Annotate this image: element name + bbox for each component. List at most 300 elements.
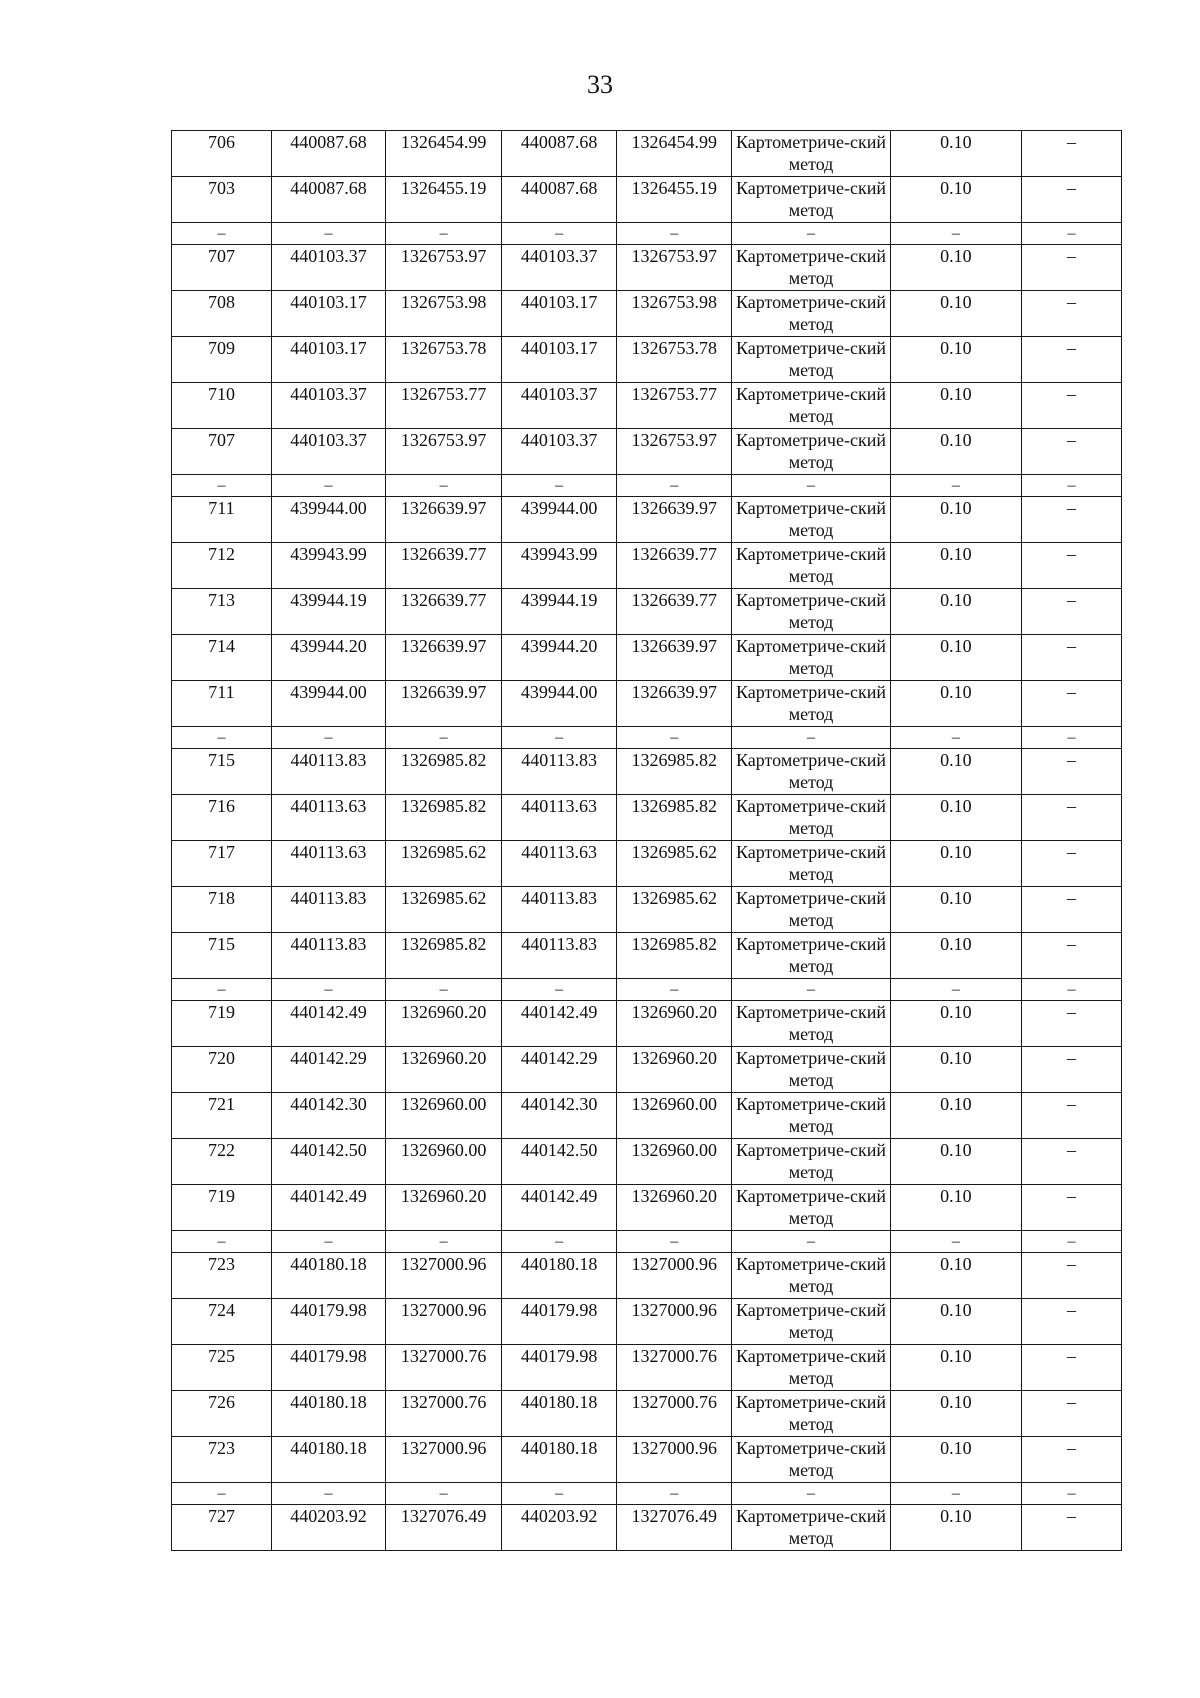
y-new-cell: 1326960.20: [617, 1047, 732, 1093]
y-existing-cell: 1326753.78: [386, 337, 502, 383]
table-row: [172, 543, 1122, 589]
method-cell: Картометриче-ский метод: [732, 245, 891, 291]
separator-cell: –: [732, 223, 891, 245]
x-existing-cell: 440142.29: [271, 1047, 385, 1093]
separator-row: [172, 1483, 1122, 1505]
accuracy-cell: 0.10: [890, 749, 1021, 795]
x-new-cell: 440087.68: [502, 177, 617, 223]
table-body: [172, 131, 1122, 1551]
separator-cell: –: [172, 475, 272, 497]
table-row: [172, 1253, 1122, 1299]
x-existing-cell: 440103.17: [271, 337, 385, 383]
y-existing-cell: 1326639.77: [386, 589, 502, 635]
x-existing-cell: 439943.99: [271, 543, 385, 589]
y-new-cell: 1326985.82: [617, 933, 732, 979]
separator-cell: –: [172, 727, 272, 749]
y-existing-cell: 1327000.96: [386, 1299, 502, 1345]
method-cell: Картометриче-ский метод: [732, 841, 891, 887]
separator-row: [172, 979, 1122, 1001]
y-existing-cell: 1326639.97: [386, 681, 502, 727]
y-existing-cell: 1326753.97: [386, 245, 502, 291]
y-new-cell: 1326960.00: [617, 1139, 732, 1185]
separator-cell: –: [732, 475, 891, 497]
table-row: [172, 1391, 1122, 1437]
description-cell: –: [1022, 1001, 1122, 1047]
accuracy-cell: 0.10: [890, 933, 1021, 979]
separator-cell: –: [732, 1231, 891, 1253]
separator-cell: –: [271, 727, 385, 749]
x-new-cell: 440113.63: [502, 795, 617, 841]
x-new-cell: 440113.83: [502, 749, 617, 795]
separator-cell: –: [502, 1483, 617, 1505]
point-number-cell: 726: [172, 1391, 272, 1437]
y-existing-cell: 1327000.76: [386, 1391, 502, 1437]
accuracy-cell: 0.10: [890, 1391, 1021, 1437]
y-new-cell: 1327000.96: [617, 1299, 732, 1345]
accuracy-cell: 0.10: [890, 337, 1021, 383]
point-number-cell: 723: [172, 1253, 272, 1299]
point-number-cell: 707: [172, 245, 272, 291]
y-new-cell: 1326639.77: [617, 589, 732, 635]
y-existing-cell: 1326455.19: [386, 177, 502, 223]
accuracy-cell: 0.10: [890, 1093, 1021, 1139]
table-row: [172, 383, 1122, 429]
y-new-cell: 1326639.97: [617, 635, 732, 681]
separator-cell: –: [172, 1231, 272, 1253]
y-new-cell: 1326985.62: [617, 887, 732, 933]
x-new-cell: 440103.37: [502, 245, 617, 291]
separator-cell: –: [172, 223, 272, 245]
method-cell: Картометриче-ский метод: [732, 543, 891, 589]
y-new-cell: 1327000.96: [617, 1253, 732, 1299]
point-number-cell: 706: [172, 131, 272, 177]
method-cell: Картометриче-ский метод: [732, 887, 891, 933]
separator-cell: –: [1022, 1483, 1122, 1505]
table-row: [172, 1185, 1122, 1231]
description-cell: –: [1022, 795, 1122, 841]
x-existing-cell: 439944.19: [271, 589, 385, 635]
y-new-cell: 1326985.62: [617, 841, 732, 887]
table-row: [172, 1437, 1122, 1483]
method-cell: Картометриче-ский метод: [732, 131, 891, 177]
description-cell: –: [1022, 933, 1122, 979]
point-number-cell: 715: [172, 933, 272, 979]
method-cell: Картометриче-ский метод: [732, 1139, 891, 1185]
y-existing-cell: 1327000.76: [386, 1345, 502, 1391]
separator-cell: –: [386, 727, 502, 749]
y-existing-cell: 1326454.99: [386, 131, 502, 177]
table-row: [172, 131, 1122, 177]
x-new-cell: 440103.17: [502, 337, 617, 383]
method-cell: Картометриче-ский метод: [732, 635, 891, 681]
separator-cell: –: [890, 475, 1021, 497]
x-new-cell: 440142.49: [502, 1001, 617, 1047]
table-row: [172, 337, 1122, 383]
x-new-cell: 440180.18: [502, 1253, 617, 1299]
method-cell: Картометриче-ский метод: [732, 1299, 891, 1345]
separator-row: [172, 727, 1122, 749]
x-existing-cell: 440087.68: [271, 131, 385, 177]
coordinates-table: [171, 130, 1122, 1551]
accuracy-cell: 0.10: [890, 589, 1021, 635]
separator-cell: –: [1022, 475, 1122, 497]
table-row: [172, 1001, 1122, 1047]
accuracy-cell: 0.10: [890, 245, 1021, 291]
accuracy-cell: 0.10: [890, 291, 1021, 337]
separator-cell: –: [1022, 727, 1122, 749]
table-row: [172, 1047, 1122, 1093]
y-existing-cell: 1326960.00: [386, 1139, 502, 1185]
method-cell: Картометриче-ский метод: [732, 749, 891, 795]
table-row: [172, 681, 1122, 727]
table-row: [172, 933, 1122, 979]
point-number-cell: 708: [172, 291, 272, 337]
x-existing-cell: 440103.37: [271, 429, 385, 475]
y-new-cell: 1326455.19: [617, 177, 732, 223]
point-number-cell: 717: [172, 841, 272, 887]
accuracy-cell: 0.10: [890, 795, 1021, 841]
y-existing-cell: 1326960.00: [386, 1093, 502, 1139]
separator-cell: –: [617, 1483, 732, 1505]
y-existing-cell: 1326960.20: [386, 1001, 502, 1047]
point-number-cell: 711: [172, 497, 272, 543]
separator-cell: –: [1022, 979, 1122, 1001]
table-row: [172, 841, 1122, 887]
separator-cell: –: [386, 1231, 502, 1253]
method-cell: Картометриче-ский метод: [732, 795, 891, 841]
separator-cell: –: [271, 1483, 385, 1505]
point-number-cell: 712: [172, 543, 272, 589]
separator-cell: –: [386, 223, 502, 245]
table-row: [172, 1139, 1122, 1185]
accuracy-cell: 0.10: [890, 1185, 1021, 1231]
accuracy-cell: 0.10: [890, 1299, 1021, 1345]
method-cell: Картометриче-ский метод: [732, 1253, 891, 1299]
y-new-cell: 1326753.97: [617, 429, 732, 475]
x-new-cell: 440103.17: [502, 291, 617, 337]
description-cell: –: [1022, 841, 1122, 887]
x-existing-cell: 440113.83: [271, 887, 385, 933]
y-new-cell: 1326753.78: [617, 337, 732, 383]
method-cell: Картометриче-ский метод: [732, 429, 891, 475]
separator-cell: –: [271, 979, 385, 1001]
x-new-cell: 440113.83: [502, 887, 617, 933]
method-cell: Картометриче-ский метод: [732, 1391, 891, 1437]
separator-cell: –: [732, 1483, 891, 1505]
description-cell: –: [1022, 749, 1122, 795]
description-cell: –: [1022, 589, 1122, 635]
separator-row: [172, 1231, 1122, 1253]
separator-cell: –: [732, 727, 891, 749]
x-existing-cell: 440103.37: [271, 245, 385, 291]
table-row: [172, 177, 1122, 223]
x-new-cell: 440113.63: [502, 841, 617, 887]
table-row: [172, 291, 1122, 337]
y-existing-cell: 1326985.82: [386, 933, 502, 979]
x-existing-cell: 440087.68: [271, 177, 385, 223]
description-cell: –: [1022, 681, 1122, 727]
description-cell: –: [1022, 245, 1122, 291]
y-new-cell: 1327076.49: [617, 1505, 732, 1551]
accuracy-cell: 0.10: [890, 635, 1021, 681]
separator-row: [172, 223, 1122, 245]
accuracy-cell: 0.10: [890, 543, 1021, 589]
x-new-cell: 440180.18: [502, 1391, 617, 1437]
point-number-cell: 714: [172, 635, 272, 681]
y-existing-cell: 1326985.82: [386, 749, 502, 795]
accuracy-cell: 0.10: [890, 131, 1021, 177]
table-row: [172, 245, 1122, 291]
description-cell: –: [1022, 1345, 1122, 1391]
x-existing-cell: 439944.20: [271, 635, 385, 681]
table-row: [172, 497, 1122, 543]
separator-cell: –: [502, 1231, 617, 1253]
description-cell: –: [1022, 543, 1122, 589]
table-row: [172, 1093, 1122, 1139]
y-existing-cell: 1326960.20: [386, 1185, 502, 1231]
description-cell: –: [1022, 497, 1122, 543]
x-existing-cell: 440142.30: [271, 1093, 385, 1139]
y-new-cell: 1326753.77: [617, 383, 732, 429]
description-cell: –: [1022, 429, 1122, 475]
x-existing-cell: 439944.00: [271, 681, 385, 727]
separator-cell: –: [502, 979, 617, 1001]
method-cell: Картометриче-ский метод: [732, 383, 891, 429]
table-row: [172, 1505, 1122, 1551]
y-new-cell: 1326753.97: [617, 245, 732, 291]
point-number-cell: 716: [172, 795, 272, 841]
accuracy-cell: 0.10: [890, 177, 1021, 223]
separator-cell: –: [617, 223, 732, 245]
method-cell: Картометриче-ский метод: [732, 1437, 891, 1483]
y-existing-cell: 1327076.49: [386, 1505, 502, 1551]
point-number-cell: 722: [172, 1139, 272, 1185]
point-number-cell: 710: [172, 383, 272, 429]
point-number-cell: 721: [172, 1093, 272, 1139]
y-new-cell: 1326985.82: [617, 749, 732, 795]
method-cell: Картометриче-ский метод: [732, 1093, 891, 1139]
point-number-cell: 720: [172, 1047, 272, 1093]
method-cell: Картометриче-ский метод: [732, 291, 891, 337]
description-cell: –: [1022, 1505, 1122, 1551]
x-existing-cell: 440103.17: [271, 291, 385, 337]
y-existing-cell: 1326985.62: [386, 841, 502, 887]
accuracy-cell: 0.10: [890, 841, 1021, 887]
separator-cell: –: [890, 1483, 1021, 1505]
x-existing-cell: 439944.00: [271, 497, 385, 543]
point-number-cell: 723: [172, 1437, 272, 1483]
y-new-cell: 1326960.00: [617, 1093, 732, 1139]
table-row: [172, 635, 1122, 681]
accuracy-cell: 0.10: [890, 887, 1021, 933]
method-cell: Картометриче-ский метод: [732, 1185, 891, 1231]
x-existing-cell: 440113.63: [271, 841, 385, 887]
table-row: [172, 589, 1122, 635]
point-number-cell: 715: [172, 749, 272, 795]
y-new-cell: 1327000.76: [617, 1391, 732, 1437]
method-cell: Картометриче-ский метод: [732, 933, 891, 979]
x-new-cell: 439944.00: [502, 681, 617, 727]
separator-cell: –: [890, 727, 1021, 749]
y-new-cell: 1326753.98: [617, 291, 732, 337]
point-number-cell: 707: [172, 429, 272, 475]
accuracy-cell: 0.10: [890, 1505, 1021, 1551]
accuracy-cell: 0.10: [890, 1001, 1021, 1047]
separator-row: [172, 475, 1122, 497]
x-existing-cell: 440180.18: [271, 1391, 385, 1437]
x-existing-cell: 440142.50: [271, 1139, 385, 1185]
y-new-cell: 1326639.97: [617, 681, 732, 727]
x-existing-cell: 440103.37: [271, 383, 385, 429]
method-cell: Картометриче-ский метод: [732, 589, 891, 635]
separator-cell: –: [386, 1483, 502, 1505]
point-number-cell: 724: [172, 1299, 272, 1345]
table-row: [172, 429, 1122, 475]
accuracy-cell: 0.10: [890, 497, 1021, 543]
y-existing-cell: 1326960.20: [386, 1047, 502, 1093]
x-new-cell: 440087.68: [502, 131, 617, 177]
separator-cell: –: [502, 727, 617, 749]
point-number-cell: 709: [172, 337, 272, 383]
y-new-cell: 1326639.97: [617, 497, 732, 543]
method-cell: Картометриче-ский метод: [732, 1345, 891, 1391]
separator-cell: –: [172, 979, 272, 1001]
accuracy-cell: 0.10: [890, 383, 1021, 429]
x-new-cell: 440103.37: [502, 429, 617, 475]
point-number-cell: 719: [172, 1185, 272, 1231]
y-existing-cell: 1327000.96: [386, 1253, 502, 1299]
separator-cell: –: [172, 1483, 272, 1505]
x-existing-cell: 440179.98: [271, 1345, 385, 1391]
point-number-cell: 703: [172, 177, 272, 223]
separator-cell: –: [617, 1231, 732, 1253]
y-existing-cell: 1326753.97: [386, 429, 502, 475]
description-cell: –: [1022, 383, 1122, 429]
x-new-cell: 440103.37: [502, 383, 617, 429]
description-cell: –: [1022, 1139, 1122, 1185]
accuracy-cell: 0.10: [890, 1139, 1021, 1185]
accuracy-cell: 0.10: [890, 681, 1021, 727]
x-new-cell: 440142.30: [502, 1093, 617, 1139]
accuracy-cell: 0.10: [890, 1345, 1021, 1391]
description-cell: –: [1022, 337, 1122, 383]
y-new-cell: 1327000.76: [617, 1345, 732, 1391]
y-existing-cell: 1327000.96: [386, 1437, 502, 1483]
separator-cell: –: [386, 979, 502, 1001]
separator-cell: –: [890, 223, 1021, 245]
description-cell: –: [1022, 1391, 1122, 1437]
y-existing-cell: 1326753.77: [386, 383, 502, 429]
separator-cell: –: [617, 727, 732, 749]
x-new-cell: 440142.49: [502, 1185, 617, 1231]
x-new-cell: 440180.18: [502, 1437, 617, 1483]
table-row: [172, 1345, 1122, 1391]
x-existing-cell: 440142.49: [271, 1001, 385, 1047]
x-existing-cell: 440203.92: [271, 1505, 385, 1551]
method-cell: Картометриче-ский метод: [732, 1047, 891, 1093]
x-existing-cell: 440180.18: [271, 1437, 385, 1483]
y-new-cell: 1327000.96: [617, 1437, 732, 1483]
table-row: [172, 749, 1122, 795]
description-cell: –: [1022, 1185, 1122, 1231]
y-new-cell: 1326960.20: [617, 1185, 732, 1231]
table-row: [172, 1299, 1122, 1345]
y-new-cell: 1326639.77: [617, 543, 732, 589]
description-cell: –: [1022, 887, 1122, 933]
y-existing-cell: 1326985.62: [386, 887, 502, 933]
separator-cell: –: [732, 979, 891, 1001]
separator-cell: –: [890, 979, 1021, 1001]
x-existing-cell: 440113.63: [271, 795, 385, 841]
point-number-cell: 725: [172, 1345, 272, 1391]
x-existing-cell: 440180.18: [271, 1253, 385, 1299]
accuracy-cell: 0.10: [890, 429, 1021, 475]
method-cell: Картометриче-ский метод: [732, 497, 891, 543]
y-existing-cell: 1326639.77: [386, 543, 502, 589]
y-existing-cell: 1326985.82: [386, 795, 502, 841]
separator-cell: –: [271, 475, 385, 497]
point-number-cell: 713: [172, 589, 272, 635]
point-number-cell: 727: [172, 1505, 272, 1551]
table-row: [172, 887, 1122, 933]
x-new-cell: 440179.98: [502, 1299, 617, 1345]
x-existing-cell: 440113.83: [271, 749, 385, 795]
separator-cell: –: [617, 475, 732, 497]
accuracy-cell: 0.10: [890, 1437, 1021, 1483]
x-existing-cell: 440179.98: [271, 1299, 385, 1345]
method-cell: Картометриче-ский метод: [732, 337, 891, 383]
description-cell: –: [1022, 1047, 1122, 1093]
accuracy-cell: 0.10: [890, 1253, 1021, 1299]
y-existing-cell: 1326639.97: [386, 635, 502, 681]
x-new-cell: 439944.20: [502, 635, 617, 681]
separator-cell: –: [271, 223, 385, 245]
description-cell: –: [1022, 131, 1122, 177]
y-existing-cell: 1326639.97: [386, 497, 502, 543]
point-number-cell: 711: [172, 681, 272, 727]
separator-cell: –: [271, 1231, 385, 1253]
separator-cell: –: [890, 1231, 1021, 1253]
table-row: [172, 795, 1122, 841]
y-new-cell: 1326960.20: [617, 1001, 732, 1047]
y-existing-cell: 1326753.98: [386, 291, 502, 337]
x-new-cell: 440203.92: [502, 1505, 617, 1551]
x-new-cell: 440142.29: [502, 1047, 617, 1093]
separator-cell: –: [502, 223, 617, 245]
x-new-cell: 440142.50: [502, 1139, 617, 1185]
description-cell: –: [1022, 1299, 1122, 1345]
x-new-cell: 439944.00: [502, 497, 617, 543]
x-new-cell: 439943.99: [502, 543, 617, 589]
separator-cell: –: [502, 475, 617, 497]
accuracy-cell: 0.10: [890, 1047, 1021, 1093]
description-cell: –: [1022, 291, 1122, 337]
method-cell: Картометриче-ский метод: [732, 1001, 891, 1047]
x-new-cell: 439944.19: [502, 589, 617, 635]
separator-cell: –: [386, 475, 502, 497]
x-existing-cell: 440142.49: [271, 1185, 385, 1231]
method-cell: Картометриче-ский метод: [732, 681, 891, 727]
point-number-cell: 719: [172, 1001, 272, 1047]
method-cell: Картометриче-ский метод: [732, 1505, 891, 1551]
description-cell: –: [1022, 1437, 1122, 1483]
x-existing-cell: 440113.83: [271, 933, 385, 979]
x-new-cell: 440179.98: [502, 1345, 617, 1391]
page-number: 33: [587, 70, 613, 99]
description-cell: –: [1022, 177, 1122, 223]
description-cell: –: [1022, 1093, 1122, 1139]
y-new-cell: 1326985.82: [617, 795, 732, 841]
